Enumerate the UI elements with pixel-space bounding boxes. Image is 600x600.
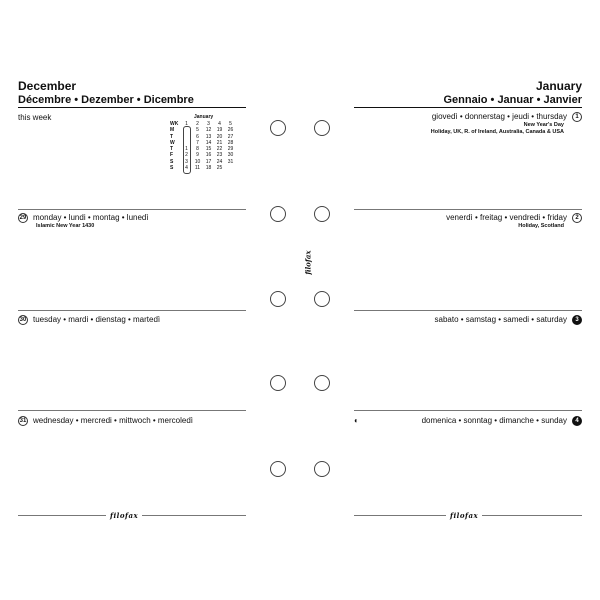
week-number: 5 bbox=[229, 121, 232, 127]
filofax-logo: filofax bbox=[446, 511, 482, 520]
month-subtitle: Décembre • Dezember • Dicembre bbox=[18, 94, 194, 106]
binder-hole bbox=[270, 120, 286, 136]
date-cell: 23 bbox=[216, 152, 223, 159]
moon-phase-icon: ◐ bbox=[354, 416, 359, 425]
date-cell: 21 bbox=[216, 139, 223, 146]
date-cell: 3 bbox=[185, 158, 188, 165]
month-subtitle: Gennaio • Januar • Janvier bbox=[443, 94, 582, 106]
week-number: 4 bbox=[218, 121, 221, 127]
day-divider bbox=[354, 410, 582, 411]
date-cell: 19 bbox=[216, 127, 223, 134]
date-cell: 15 bbox=[205, 146, 212, 153]
holiday-name: New Year's Day bbox=[523, 122, 564, 128]
day-entry-3 bbox=[435, 315, 582, 325]
weekday-letter: T bbox=[170, 133, 174, 140]
week-number: 3 bbox=[207, 121, 210, 127]
holiday-note: Holiday, UK, R. of Ireland, Australia, Canada & USA bbox=[430, 129, 564, 135]
date-cell: 9 bbox=[196, 152, 199, 159]
date-cell: 30 bbox=[227, 152, 234, 159]
date-cell bbox=[225, 165, 236, 171]
header-rule bbox=[18, 107, 246, 108]
date-number: 1 bbox=[572, 112, 582, 122]
day-divider bbox=[18, 209, 246, 210]
day-divider bbox=[18, 410, 246, 411]
binder-hole bbox=[314, 375, 330, 391]
date-cell: 13 bbox=[205, 133, 212, 140]
date-cell: 26 bbox=[227, 127, 234, 134]
date-cell: 31 bbox=[227, 158, 234, 165]
left-page bbox=[18, 0, 246, 600]
binder-hole bbox=[314, 461, 330, 477]
date-cell: 25 bbox=[216, 165, 223, 172]
date-number: 3 bbox=[572, 315, 582, 325]
date-cell: 17 bbox=[205, 158, 212, 165]
binder-hole bbox=[314, 206, 330, 222]
week-header: WK bbox=[170, 121, 179, 127]
date-cell: 16 bbox=[205, 152, 212, 159]
date-number: 31 bbox=[19, 418, 27, 424]
day-label: domenica • sonntag • dimanche • sunday bbox=[421, 416, 567, 425]
day-label: giovedì • donnerstag • jeudi • thursday bbox=[431, 112, 567, 121]
binder-hole bbox=[270, 206, 286, 222]
date-cell: 1 bbox=[185, 146, 188, 153]
month-title: December bbox=[18, 79, 77, 93]
day-divider bbox=[354, 209, 582, 210]
day-label: sabato • samstag • samedi • saturday bbox=[434, 315, 567, 324]
day-label: wednesday • mercredi • mittwoch • mercoledì bbox=[33, 416, 194, 425]
day-label: monday • lundi • montag • lunedì bbox=[33, 213, 149, 222]
binder-hole bbox=[270, 461, 286, 477]
weekday-letter: F bbox=[170, 152, 174, 159]
date-cell: 18 bbox=[205, 165, 212, 172]
day-entry-1 bbox=[431, 112, 582, 136]
day-note: Islamic New Year 1430 bbox=[36, 223, 95, 229]
date-cell: 4 bbox=[185, 165, 188, 172]
mini-calendar-grid bbox=[170, 121, 236, 171]
month-title: January bbox=[535, 79, 582, 93]
day-divider bbox=[18, 310, 246, 311]
date-cell: 5 bbox=[196, 127, 199, 134]
date-cell: 7 bbox=[196, 139, 199, 146]
mini-calendar-title: January bbox=[194, 114, 214, 120]
date-cell: 29 bbox=[227, 146, 234, 153]
date-cell: 2 bbox=[185, 152, 188, 159]
date-number: 30 bbox=[19, 317, 27, 323]
day-label: venerdì • freitag • vendredi • friday bbox=[446, 213, 567, 222]
weekday-letter: T bbox=[170, 146, 174, 153]
date-cell: 6 bbox=[196, 133, 199, 140]
date-cell: 24 bbox=[216, 158, 223, 165]
day-divider bbox=[354, 310, 582, 311]
header-rule bbox=[354, 107, 582, 108]
week-number: 1 bbox=[185, 121, 188, 127]
day-entry-4 bbox=[422, 416, 582, 426]
filofax-logo: filofax bbox=[106, 511, 142, 520]
date-cell: 20 bbox=[216, 133, 223, 140]
date-cell: 27 bbox=[227, 133, 234, 140]
date-cell: 12 bbox=[205, 127, 212, 134]
weekday-letter: S bbox=[170, 158, 174, 165]
right-page bbox=[354, 0, 582, 600]
day-entry-30 bbox=[18, 315, 160, 325]
this-week-label: this week bbox=[18, 113, 52, 122]
day-entry-2 bbox=[446, 213, 582, 230]
binder-hole bbox=[314, 291, 330, 307]
date-cell: 14 bbox=[205, 139, 212, 146]
date-cell: 22 bbox=[216, 146, 223, 153]
date-cell: 8 bbox=[196, 146, 199, 153]
week-number: 2 bbox=[196, 121, 199, 127]
weekday-letter: S bbox=[170, 165, 174, 172]
date-number: 29 bbox=[19, 215, 27, 221]
binder-hole bbox=[270, 375, 286, 391]
holiday-note: Holiday, Scotland bbox=[518, 223, 564, 229]
day-label: tuesday • mardi • dienstag • martedì bbox=[33, 315, 161, 324]
weekday-letter: W bbox=[170, 139, 175, 146]
date-number: 2 bbox=[572, 213, 582, 223]
date-number: 4 bbox=[572, 416, 582, 426]
date-cell: 11 bbox=[194, 165, 201, 172]
binder-hole bbox=[314, 120, 330, 136]
date-cell: 28 bbox=[227, 139, 234, 146]
mini-calendar bbox=[170, 114, 246, 174]
date-cell: 10 bbox=[194, 158, 201, 165]
binder-hole bbox=[270, 291, 286, 307]
weekday-letter: M bbox=[170, 127, 175, 134]
day-entry-31 bbox=[18, 416, 193, 426]
spine-filofax-logo: filofax bbox=[303, 250, 313, 275]
day-entry-29 bbox=[18, 213, 149, 230]
